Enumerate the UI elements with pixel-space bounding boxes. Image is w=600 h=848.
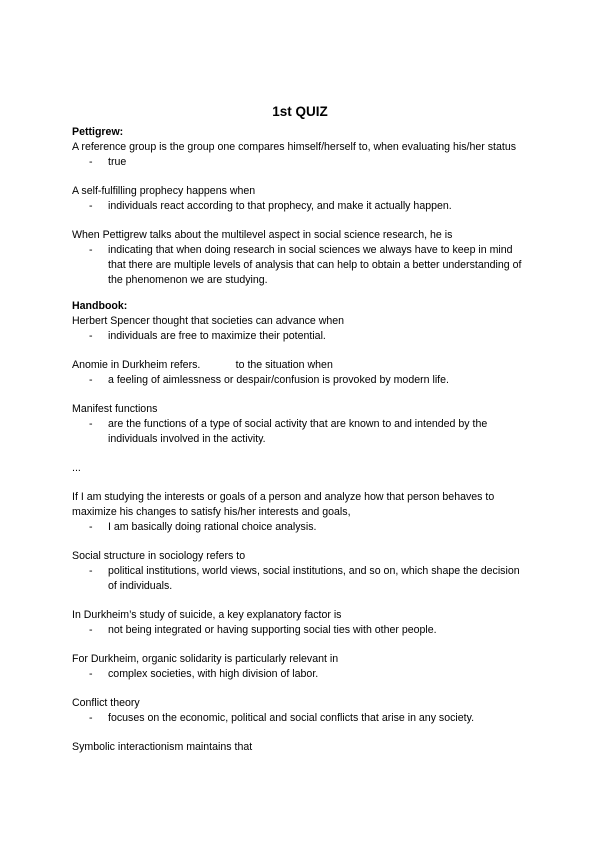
question-text: When Pettigrew talks about the multilevel aspect in social science research, he is bbox=[72, 229, 453, 241]
section-heading-handbook: Handbook: bbox=[72, 300, 128, 312]
section-heading-pettigrew: Pettigrew: bbox=[72, 126, 124, 138]
answer-text: not being integrated or having supporting social ties with other people. bbox=[108, 624, 437, 636]
question-text: For Durkheim, organic solidarity is particularly relevant in bbox=[72, 653, 339, 665]
ellipsis-text: ... bbox=[72, 462, 81, 474]
bullet-dash: - bbox=[89, 712, 93, 724]
answer-item bbox=[72, 564, 528, 594]
bullet-dash: - bbox=[89, 200, 93, 212]
answer-text: indicating that when doing research in social sciences we always have to keep in mind that there are multiple levels of analysis that can help to obtain a better understanding of the phenomenon we are studying. bbox=[108, 244, 522, 286]
answer-item bbox=[72, 623, 528, 638]
question-text: Conflict theory bbox=[72, 697, 140, 709]
question-text: In Durkheim’s study of suicide, a key explanatory factor is bbox=[72, 609, 342, 621]
answer-text: individuals react according to that prophecy, and make it actually happen. bbox=[108, 200, 452, 212]
answer-item bbox=[72, 199, 528, 214]
answer-item bbox=[72, 520, 528, 535]
bullet-dash: - bbox=[89, 624, 93, 636]
answer-item bbox=[72, 373, 528, 388]
question-text: Manifest functions bbox=[72, 403, 158, 415]
question-text: Social structure in sociology refers to bbox=[72, 550, 246, 562]
answer-text: a feeling of aimlessness or despair/confusion is provoked by modern life. bbox=[108, 374, 449, 386]
question-text: A reference group is the group one compares himself/herself to, when evaluating his/her status bbox=[72, 141, 517, 153]
question-text: Symbolic interactionism maintains that bbox=[72, 741, 253, 753]
answer-text: political institutions, world views, social institutions, and so on, which shape the decision of individuals. bbox=[108, 565, 520, 592]
question-text: A self-fulfilling prophecy happens when bbox=[72, 185, 256, 197]
bullet-dash: - bbox=[89, 374, 93, 386]
bullet-dash: - bbox=[89, 156, 93, 168]
bullet-dash: - bbox=[89, 244, 93, 256]
question-text: Anomie in Durkheim refers. to the situation when bbox=[72, 359, 333, 371]
bullet-dash: - bbox=[89, 330, 93, 342]
bullet-dash: - bbox=[89, 521, 93, 533]
question-text: Herbert Spencer thought that societies can advance when bbox=[72, 315, 345, 327]
bullet-dash: - bbox=[89, 565, 93, 577]
answer-text: are the functions of a type of social activity that are known to and intended by the individuals involved in the activity. bbox=[108, 418, 488, 445]
bullet-dash: - bbox=[89, 418, 93, 430]
answer-item bbox=[72, 329, 528, 344]
answer-item bbox=[72, 243, 528, 288]
question-text: If I am studying the interests or goals of a person and analyze how that person behaves to maximize his changes to satisfy his/her interests and goals, bbox=[72, 491, 495, 518]
answer-item bbox=[72, 417, 528, 447]
document-body bbox=[72, 125, 528, 755]
answer-text: I am basically doing rational choice analysis. bbox=[108, 521, 317, 533]
bullet-dash: - bbox=[89, 668, 93, 680]
answer-item bbox=[72, 667, 528, 682]
answer-text: individuals are free to maximize their potential. bbox=[108, 330, 326, 342]
answer-item bbox=[72, 155, 528, 170]
page-title: 1st QUIZ bbox=[272, 104, 328, 119]
answer-item bbox=[72, 711, 528, 726]
answer-text: focuses on the economic, political and social conflicts that arise in any society. bbox=[108, 712, 475, 724]
answer-text: true bbox=[108, 156, 127, 168]
answer-text: complex societies, with high division of labor. bbox=[108, 668, 319, 680]
